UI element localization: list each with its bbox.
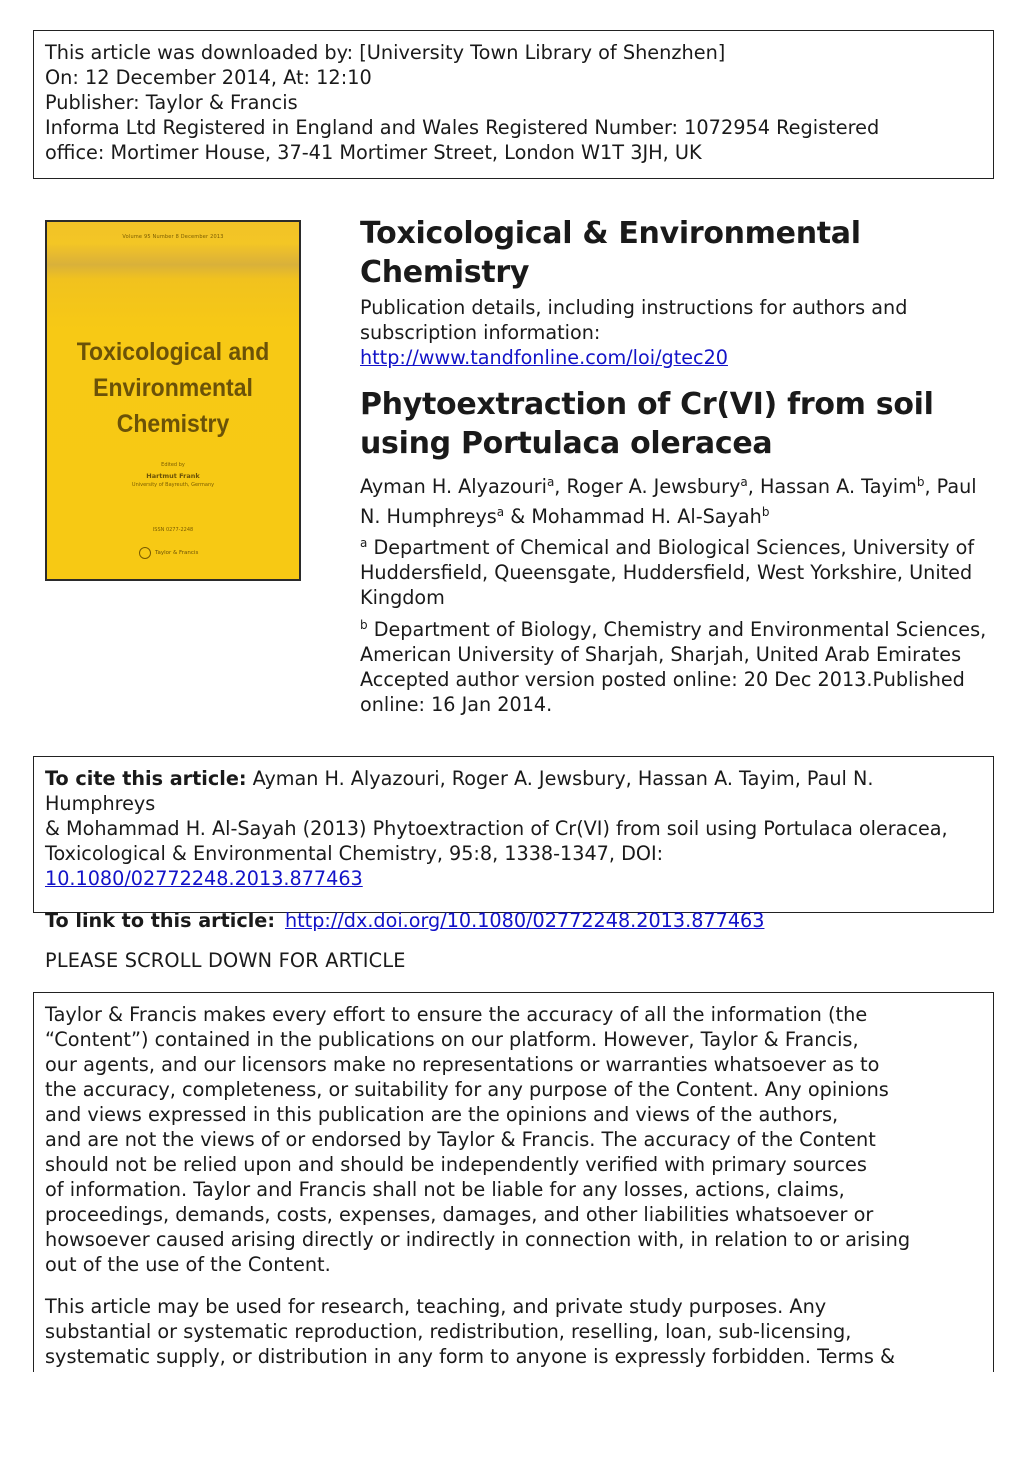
affiliation-marker: b (916, 475, 925, 489)
affiliation-line (360, 617, 990, 642)
author-name: & Mohammad H. Al-Sayah (504, 505, 762, 528)
download-notice-line: Publisher: Taylor & Francis (45, 91, 298, 114)
cover-title-line: Chemistry (116, 410, 230, 438)
disclaimer-line: of information. Taylor and Francis shall not be liable for any losses, actions, claims, (45, 1178, 845, 1201)
disclaimer-line: out of the use of the Content. (45, 1253, 331, 1276)
journal-title-line: Chemistry (360, 255, 530, 290)
download-notice-line: On: 12 December 2014, At: 12:10 (45, 66, 372, 89)
disclaimer-line: should not be relied upon and should be independently verified with primary sources (45, 1153, 867, 1176)
affiliation-line: Huddersfield, Queensgate, Huddersfield, West Yorkshire, United (360, 561, 973, 584)
scroll-down-notice: PLEASE SCROLL DOWN FOR ARTICLE (45, 949, 406, 972)
author-name: , Roger A. Jewsbury (554, 475, 741, 498)
citation-box (33, 756, 994, 932)
publisher-logo (139, 547, 198, 559)
cover-editor: Hartmut Frank (146, 472, 200, 480)
affiliation-text: Department of Chemical and Biological Sciences, University of (367, 536, 975, 559)
citation-line (45, 766, 982, 816)
publication-details-line: subscription information: (360, 321, 601, 344)
disclaimer-line: and are not the views of or endorsed by Taylor & Francis. The accuracy of the Content (45, 1128, 876, 1151)
publication-dates-line: Accepted author version posted online: 20 Dec 2013.Published (360, 668, 965, 691)
author-list (360, 472, 990, 532)
publication-details-line: Publication details, including instructions for authors and (360, 296, 908, 319)
journal-title (360, 214, 980, 292)
disclaimer-line: substantial or systematic reproduction, redistribution, reselling, loan, sub-licensing, (45, 1320, 852, 1343)
disclaimer-line: proceedings, demands, costs, expenses, damages, and other liabilities whatsoever or (45, 1203, 874, 1226)
affiliation-marker: a (360, 536, 368, 550)
cover-editor-affiliation: University of Bayreuth, Germany (131, 482, 215, 488)
journal-title-line: Toxicological & Environmental (360, 216, 861, 251)
article-doi-url-link[interactable]: http://dx.doi.org/10.1080/02772248.2013.877463 (285, 909, 765, 932)
publisher-logo-icon (139, 547, 151, 559)
article-title-line: Phytoextraction of Cr(VI) from soil (360, 387, 934, 422)
citation-line: & Mohammad H. Al-Sayah (2013) Phytoextraction of Cr(VI) from soil using Portulaca oleracea, (45, 817, 948, 840)
cover-issn: ISSN 0277-2248 (152, 527, 194, 533)
cite-label: To cite this article: (45, 767, 247, 790)
download-notice-line: Informa Ltd Registered in England and Wales Registered Number: 1072954 Registered (45, 116, 880, 139)
citation-text: Toxicological & Environmental Chemistry, 95:8, 1338-1347, DOI: (45, 842, 664, 865)
disclaimer-line: our agents, and our licensors make no representations or warranties whatsoever as to (45, 1053, 880, 1076)
affiliation-line: American University of Sharjah, Sharjah, United Arab Emirates (360, 643, 962, 666)
author-name: , Hassan A. Tayim (747, 475, 917, 498)
disclaimer-line: systematic supply, or distribution in any form to anyone is expressly forbidden. Terms & (45, 1345, 896, 1368)
disclaimer-line: and views expressed in this publication are the opinions and views of the authors, (45, 1103, 839, 1126)
disclaimer-line: This article may be used for research, teaching, and private study purposes. Any (45, 1295, 827, 1318)
article-link-line (45, 908, 982, 933)
cover-title-line: Environmental (93, 374, 253, 402)
affiliation-marker: a (546, 475, 555, 489)
affiliation-marker: a (496, 505, 505, 519)
link-label: To link to this article: (45, 909, 275, 932)
affiliation-marker: a (740, 475, 748, 489)
affiliation-marker: b (761, 505, 770, 519)
disclaimer-line: “Content”) contained in the publications on our platform. However, Taylor & Francis, (45, 1028, 859, 1051)
author-name: Ayman H. Alyazouri (360, 475, 547, 498)
article-title (360, 385, 980, 463)
journal-url-link[interactable]: http://www.tandfonline.com/loi/gtec20 (360, 346, 728, 369)
author-line (360, 472, 990, 502)
journal-cover-image (45, 220, 301, 581)
disclaimer-box (33, 992, 994, 1372)
disclaimer-line: Taylor & Francis makes every effort to ensure the accuracy of all the information (the (45, 1003, 868, 1026)
disclaimer-paragraph-1 (45, 1002, 982, 1277)
disclaimer-line: the accuracy, completeness, or suitability for any purpose of the Content. Any opinions (45, 1078, 889, 1101)
cover-title (57, 334, 289, 442)
download-notice-line: office: Mortimer House, 37-41 Mortimer Street, London W1T 3JH, UK (45, 141, 702, 164)
affiliation-a (360, 535, 990, 610)
affiliation-b (360, 617, 990, 717)
download-notice-line: This article was downloaded by: [University Town Library of Shenzhen] (45, 41, 726, 64)
author-line (360, 502, 990, 532)
author-name: N. Humphreys (360, 505, 497, 528)
citation-text: Ayman H. Alyazouri, Roger A. Jewsbury, Hassan A. Tayim, Paul N. Humphreys (45, 767, 874, 815)
disclaimer-line: howsoever caused arising directly or indirectly in connection with, in relation to or arising (45, 1228, 911, 1251)
affiliation-marker: b (360, 618, 368, 632)
publisher-logo-text: Taylor & Francis (155, 550, 199, 556)
disclaimer-paragraph-2 (45, 1294, 982, 1369)
cover-issue-line: Volume 95 Number 8 December 2013 (122, 234, 224, 240)
citation-line (45, 841, 982, 891)
affiliation-line (360, 535, 990, 560)
doi-link[interactable]: 10.1080/02772248.2013.877463 (45, 867, 363, 890)
cover-title-line: Toxicological and (76, 338, 270, 366)
author-name: , Paul (924, 475, 977, 498)
affiliation-text: Department of Biology, Chemistry and Environmental Sciences, (367, 618, 987, 641)
cover-edited-by: Edited by (161, 462, 185, 468)
publication-dates-line: online: 16 Jan 2014. (360, 693, 553, 716)
download-notice-box (33, 30, 994, 179)
publication-details (360, 295, 980, 345)
article-title-line: using Portulaca oleracea (360, 426, 773, 461)
affiliation-line: Kingdom (360, 586, 445, 609)
